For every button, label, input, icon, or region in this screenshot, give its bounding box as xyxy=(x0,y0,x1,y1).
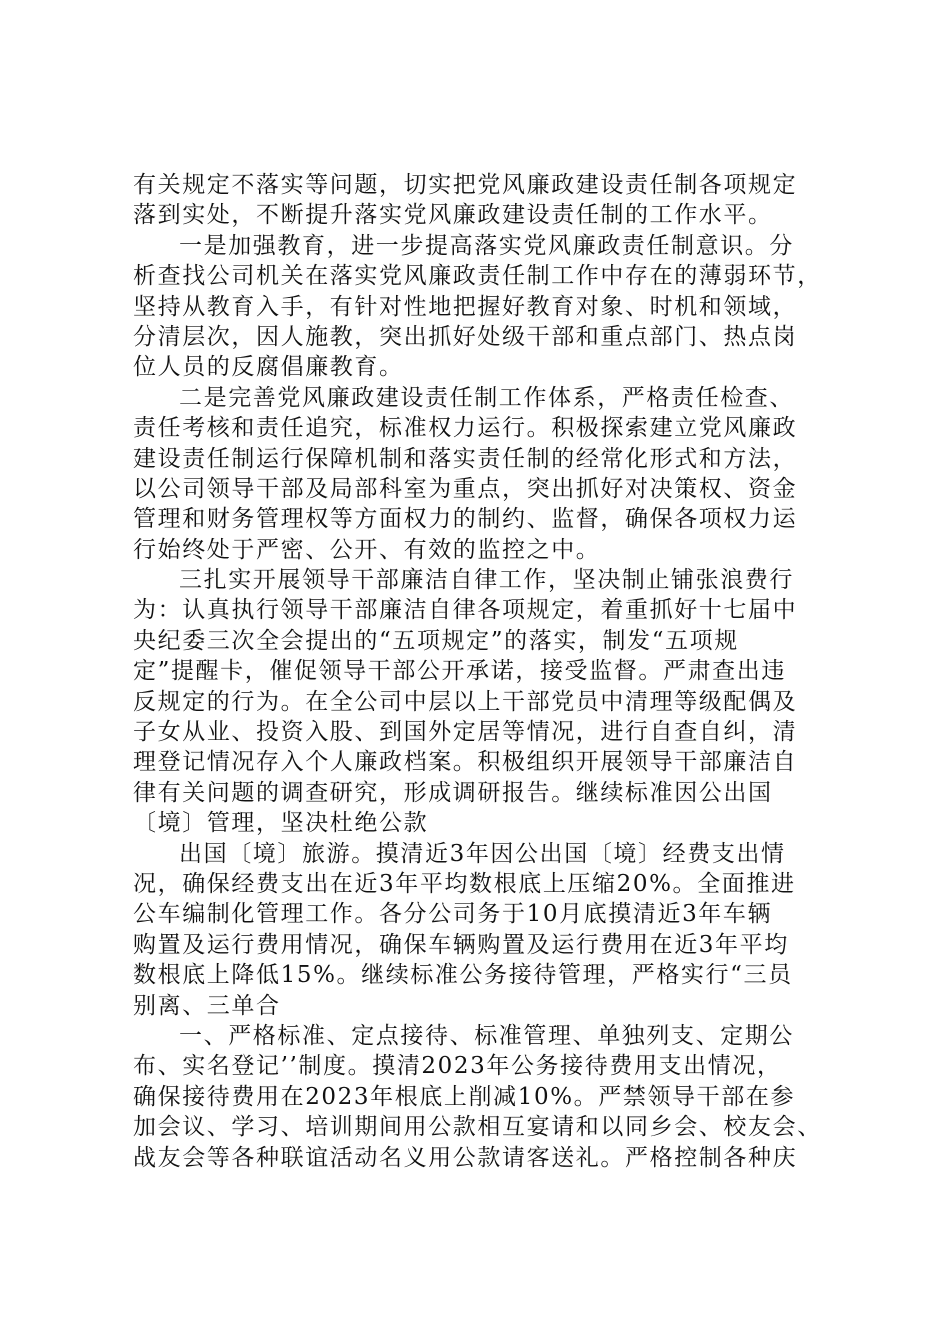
document-body xyxy=(133,170,833,1173)
text-line: 责任考核和责任追究，标准权力运行。积极探索建立党风廉政 xyxy=(133,415,798,442)
text-line: 行始终处于严密、公开、有效的监控之中。 xyxy=(133,536,601,563)
text-line: 购置及运行费用情况，确保车辆购置及运行费用在近3年平均 xyxy=(133,931,789,958)
text-line: 加会议、学习、培训期间用公款相互宴请和以同乡会、校友会、 xyxy=(133,1114,822,1141)
text-line: 央纪委三次全会提出的“五项规定”的落实，制发“五项规 xyxy=(133,627,739,654)
text-line: 位人员的反腐倡廉教育。 xyxy=(133,354,404,381)
text-line: 有关规定不落实等问题，切实把党风廉政建设责任制各项规定 xyxy=(133,172,798,198)
text-line: 出国〔境〕旅游。摸清近3年因公出国〔境〕经费支出情 xyxy=(179,840,786,867)
text-line: 三扎实开展领导干部廉洁自律工作，坚决制止铺张浪费行 xyxy=(179,567,794,594)
text-line: 落到实处，不断提升落实党风廉政建设责任制的工作水平。 xyxy=(133,202,773,229)
text-line: 建设责任制运行保障机制和落实责任制的经常化形式和方法， xyxy=(133,445,798,472)
text-line: 子女从业、投资入股、到国外定居等情况，进行自查自纠，清 xyxy=(133,719,798,746)
text-line: 确保接待费用在2023年根底上削减10%。严禁领导干部在参 xyxy=(133,1083,796,1110)
text-line: 坚持从教育入手，有针对性地把握好教育对象、时机和领域， xyxy=(133,293,798,320)
text-line: 二是完善党风廉政建设责任制工作体系，严格责任检查、 xyxy=(179,384,794,411)
text-line: 理登记情况存入个人廉政档案。积极组织开展领导干部廉洁自 xyxy=(133,749,798,776)
text-line: 定”提醒卡，催促领导干部公开承诺，接受监督。严肃查出违 xyxy=(133,658,786,685)
text-line: 管理和财务管理权等方面权力的制约、监督，确保各项权力运 xyxy=(133,506,798,533)
text-line: 析查找公司机关在落实党风廉政责任制工作中存在的薄弱环节， xyxy=(133,263,822,290)
text-line: 为：认真执行领导干部廉洁自律各项规定，着重抓好十七届中 xyxy=(133,597,798,624)
text-line: 〔境〕管理，坚决杜绝公款 xyxy=(133,810,429,837)
text-line: 公车编制化管理工作。各分公司务于10月底摸清近3年车辆 xyxy=(133,901,773,928)
text-line: 反规定的行为。在全公司中层以上干部党员中清理等级配偶及 xyxy=(133,688,798,715)
text-line: 况，确保经费支出在近3年平均数根底上压缩20%。全面推进 xyxy=(133,870,796,897)
text-line: 别离、三单合 xyxy=(133,992,281,1019)
text-line: 以公司领导干部及局部科室为重点，突出抓好对决策权、资金 xyxy=(133,475,798,502)
text-line: 数根底上降低15%。继续标准公务接待管理，严格实行“三员 xyxy=(133,962,793,989)
text-line: 分清层次，因人施教，突出抓好处级干部和重点部门、热点岗 xyxy=(133,323,798,350)
text-line: 战友会等各种联谊活动名义用公款请客送礼。严格控制各种庆 xyxy=(133,1144,798,1171)
text-line: 一是加强教育，进一步提高落实党风廉政责任制意识。分 xyxy=(179,232,794,259)
text-line: 布、实名登记’’制度。摸清2023年公务接待费用支出情况， xyxy=(133,1053,782,1080)
text-line: 律有关问题的调查研究，形成调研报告。继续标准因公出国 xyxy=(133,779,773,806)
text-line: 一、严格标准、定点接待、标准管理、单独列支、定期公 xyxy=(179,1022,794,1049)
